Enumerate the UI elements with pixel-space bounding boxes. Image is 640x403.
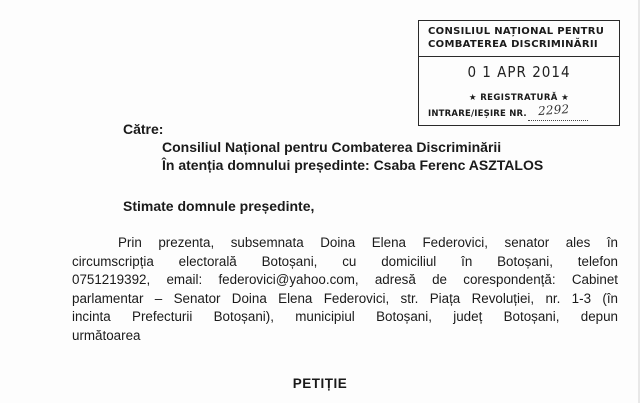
stamp-entry-underline <box>528 120 588 121</box>
body-line: incinta Prefecturii Botoșani), municipiul Botoșani, județ Botoșani, depun <box>72 309 618 325</box>
document-title: PETIȚIE <box>292 376 348 391</box>
body-line: circumscripția electorală Botoșani, cu domiciliul în Botoșani, telefon <box>72 253 618 269</box>
body-paragraph <box>72 234 618 346</box>
recipient-line-2: În atenția domnului președinte: Csaba Ferenc ASZTALOS <box>162 157 544 173</box>
body-line: Prin prezenta, subsemnata Doina Elena Federovici, senator ales în <box>118 235 618 250</box>
stamp-registry-label: ★ REGISTRATURĂ ★ <box>468 93 570 103</box>
salutation: Stimate domnule președinte, <box>123 198 315 214</box>
body-line: 0751219392, email: federovici@yahoo.com, adresă de corespondență: Cabinet <box>72 272 618 288</box>
body-line: parlamentar – Senator Doina Elena Federovici, str. Piața Revoluției, nr. 1-3 (în <box>72 290 618 306</box>
recipient-line-1: Consiliul Național pentru Combaterea Discriminării <box>162 139 502 155</box>
stamp-entry-label: INTRARE/IEȘIRE NR. <box>428 109 527 119</box>
body-line: următoarea <box>72 327 141 343</box>
stamp-institution-line2: COMBATEREA DISCRIMINĂRII <box>428 39 598 50</box>
stamp-institution <box>419 21 619 57</box>
stamp-entry <box>428 101 618 119</box>
registration-stamp <box>418 20 620 126</box>
stamp-date: 0 1 APR 2014 <box>467 63 571 81</box>
stamp-institution-line1: CONSILIUL NAȚIONAL PENTRU <box>428 26 605 37</box>
to-label: Către: <box>123 121 164 137</box>
stamp-entry-number: 2292 <box>537 101 570 119</box>
